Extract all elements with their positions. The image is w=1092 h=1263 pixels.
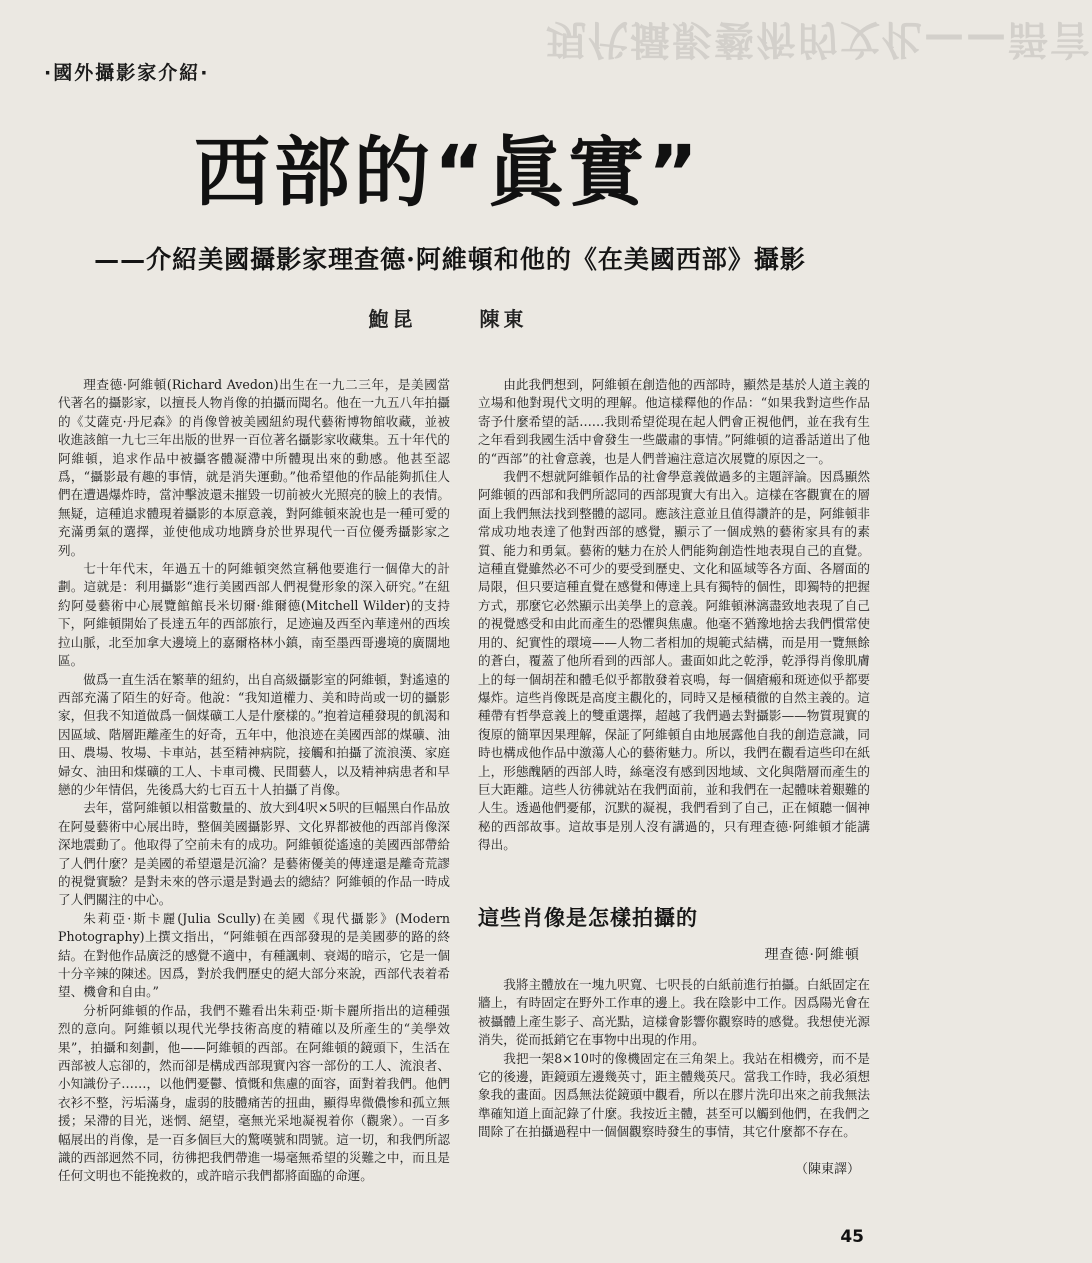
left-column <box>58 376 450 1186</box>
body-paragraph: 我將主體放在一塊九呎寬、七呎長的白紙前進行拍攝。白紙固定在牆上，有時固定在野外工作車的邊上。我在陰影中工作。因爲陽光會在被攝體上產生影子、高光點，這樣會影響你觀察時的感覺。我想使光源消失，從而抵銷它在事物中出現的作用。 <box>478 977 870 1048</box>
bleed-through-text: 現代攝影藝術的文化——語言 <box>546 16 1092 62</box>
body-paragraph: 我把一架8×10吋的像機固定在三角架上。我站在相機旁，而不是它的後邊，距鏡頭左邊幾英寸，距主體幾英尺。當我工作時，我必須想象我的畫面。因爲無法從鏡頭中觀看，所以在膠片洗印出來之前我無法準確知道上面記錄了什麼。我按近主體，甚至可以觸到他們，在我們之間除了在拍攝過程中一個個觀察時發生的事情，其它什麼都不存在。 <box>478 1050 870 1140</box>
authors-line <box>0 303 896 332</box>
right-column <box>478 376 870 855</box>
body-paragraph: 我們不想就阿維頓作品的社會學意義做過多的主題評論。因爲顯然阿維頓的西部和我們所認同的西部現實大有出入。這樣在客觀實在的層面上我們無法找到整體的認同。應該注意並且值得讚許的是，阿維頓非常成功地表達了他對西部的感覺，顯示了一個成熟的藝術家具有的素質、能力和勇氣。藝術的魅力在於人們能夠創造性地表現自己的直覺。這種直覺雖然必不可少的要受到歷史、文化和區域等各方面、各層面的局限，但只要這種直覺在感覺和傳達上具有獨特的個性，即獨特的把握方式，那麼它必然顯示出美學上的意義。阿維頓淋漓盡致地表現了自己的視覺感受和由此而產生的恐懼與焦慮。他毫不猶豫地捨去我們慣常使用的、紀實性的環境——人物二者相加的規範式結構，而是用一覽無餘的蒼白，覆蓋了他所看到的西部人。畫面如此之乾淨，乾淨得肖像肌膚上的每一個胡茬和體毛似乎都散發着哀鳴，每一個瘡瘢和斑迹似乎都要爆炸。這些肖像既是高度主觀化的，同時又是極積徹的自然主義的。這種帶有哲學意義上的雙重選擇，超越了我們過去對攝影——物質現實的復原的簡單因果理解，保証了阿維頓自由地展露他自我的創造意識，同時也構成他作品中激蕩人心的藝術魅力。所以，我們在觀看這些印在紙上，形態醜陋的西部人時，絲毫沒有感到因地域、文化與階層而產生的巨大距離。這些人彷彿就站在我們面前，並和我們在一起體味着艱難的人生。透過他們憂郁，沉默的凝視，我們看到了自己，正在傾聽一個神秘的西部故事。這故事是別人沒有講過的，只有理查德·阿維頓才能講得出。 <box>478 469 870 853</box>
section-tag: ·國外攝影家介紹· <box>44 62 210 84</box>
body-paragraph: 由此我們想到，阿維頓在創造他的西部時，顯然是基於人道主義的立場和他對現代文明的理解。他這樣釋他的作品：“如果我對這些作品寄予什麼希望的話……我則希望從現在起人們會正視他們，並在我有生之年看到我國生活中會發生一些嚴肅的事情。”阿維頓的這番話道出了他的“西部”的社會意義，也是人們普遍注意這次展覽的原因之一。 <box>478 377 870 466</box>
body-paragraph: 去年，當阿維頓以相當數量的、放大到4呎×5呎的巨幅黑白作品放在阿曼藝術中心展出時，整個美國攝影界、文化界都被他的西部肖像深深地震動了。他取得了空前未有的成功。阿維頓從遙遠的美國西部帶給了人們什麼？是美國的希望還是沉淪？是藝術優美的傳達還是離奇荒謬的視覺實驗？是對未來的啓示還是對過去的總結？阿維頓的作品一時成了人們關注的中心。 <box>58 800 450 908</box>
author-name: 鮑昆 <box>368 307 417 331</box>
subsection-author: 理查德·阿維頓 <box>764 947 860 963</box>
body-paragraph: 七十年代末，年過五十的阿維頓突然宣稱他要進行一個偉大的計劃。這就是：利用攝影“進行美國西部人們視覺形象的深入研究。”在紐約阿曼藝術中心展覽館館長米切爾·維爾德(Mitchell Wilder)的支持下，阿維頓開始了長達五年的西部旅行，足迹遍及西至內華達州的西埃拉山脈，北至加拿大邊境上的嘉爾格林小鎮，南至墨西哥邊境的廣闊地區。 <box>58 561 450 669</box>
translator-credit: （陳東譯） <box>794 1162 860 1177</box>
body-paragraph: 朱莉亞·斯卡麗(Julia Scully)在美國《現代攝影》(Modern Photography)上撰文指出，“阿維頓在西部發現的是美國夢的路的終結。在對他作品廣泛的感覺不適中，有種諷刺、衰竭的暗示，它是一個十分辛辣的陳述。因爲，對於我們歷史的絕大部分來說，西部代表着希望、機會和自由。” <box>58 910 450 1000</box>
body-paragraph: 理查德·阿維頓(Richard Avedon)出生在一九二三年，是美國當代著名的攝影家，以擅長人物肖像的拍攝而聞名。他在一九五八年拍攝的《艾薩克·丹尼森》的肖像曾被美國紐約現代藝術博物館收藏，並被收進該館一九七三年出版的世界一百位著名攝影家收藏集。五十年代的阿維頓，追求作品中被攝客體凝滯中所體現出來的動感。他甚至認爲，“攝影最有趣的事情，就是消失運動。”他希望他的作品能夠抓住人們在遭遇爆炸時，當沖擊波還未摧毀一切前被火光照亮的臉上的表情。無疑，這種追求體現着攝影的本原意義，對阿維頓來說也是一種可愛的充滿勇氣的選擇，並使他成功地躋身於世界現代一百位優秀攝影家之列。 <box>58 377 450 558</box>
body-paragraph: 做爲一直生活在繁華的紐約，出自高級攝影室的阿維頓，對遙遠的西部充滿了陌生的好奇。他說：“我知道權力、美和時尚或一切的攝影家，但我不知道做爲一個煤礦工人是什麼樣的。”抱着這種發現的飢渴和因區域、階層距離產生的好奇，五年中，他浪迹在美國西部的煤礦、油田、農場、牧場、卡車站，甚至精神病院，接觸和拍攝了流浪漢、家庭婦女、油田和煤礦的工人、卡車司機、民間藝人，以及精神病患者和早戀的少年情侶，先後爲大約七百五十人拍攝了肖像。 <box>58 671 450 797</box>
author-name: 陳東 <box>479 307 528 331</box>
body-paragraph: 分析阿維頓的作品，我們不難看出朱莉亞·斯卡麗所指出的這種强烈的意向。阿維頓以現代光學技術高度的精確以及所產生的“美學效果”，拍攝和刻劃，他——阿維頓的西部。在阿維頓的鏡頭下，生活在西部被人忘卻的，然而卻是構成西部現實內容一部份的工人、流浪者、小知識份子……，以他們憂鬱、憤慨和焦慮的面容，面對着我們。他們衣衫不整，污垢滿身，虛弱的肢體痛苦的扭曲，顯得卑微儂惨和孤立無援；呆滯的目光，迷惘、絕望，毫無光采地凝視着你（觀衆）。一百多幅展出的肖像，是一百多個巨大的驚嘆號和問號。這一切，和我們所認識的西部迥然不同，彷彿把我們帶進一場毫無希望的災難之中，而且是任何文明也不能挽救的，或許暗示我們都將面臨的命運。 <box>58 1002 450 1184</box>
page-number: 45 <box>840 1227 864 1247</box>
article-subtitle: ——介紹美國攝影家理查德·阿維頓和他的《在美國西部》攝影 <box>94 245 806 274</box>
subsection-heading: 這些肖像是怎樣拍攝的 <box>478 906 698 930</box>
article-title: 西部的“眞實” <box>194 128 702 217</box>
subsection-body <box>478 976 870 1142</box>
